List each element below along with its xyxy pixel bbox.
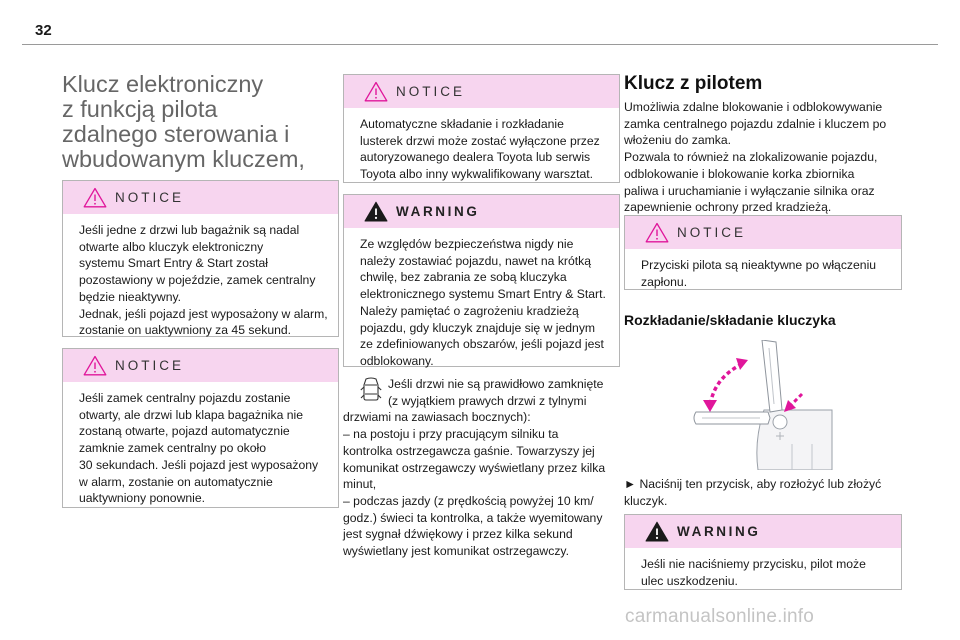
text-line: kontrolka ostrzegawcza gaśnie. Towarzyszy jej <box>343 443 595 458</box>
text-line: minut, <box>343 477 377 492</box>
text-line: komunikat ostrzegawczy wyświetlany przez kilka <box>343 460 606 475</box>
text-line: – na postoju i przy pracującym silniku ta <box>343 427 559 442</box>
notice-box-mirrors <box>343 74 620 183</box>
door-warning-first-line: Jeśli drzwi nie są prawidłowo zamknięte <box>388 377 604 391</box>
notice-box-remote <box>624 215 902 290</box>
notice-header <box>63 349 338 382</box>
warning-label: WARNING <box>396 204 480 219</box>
notice-label: NOTICE <box>396 84 466 99</box>
warning-triangle-icon <box>645 521 669 542</box>
notice-header <box>625 216 901 249</box>
page-number: 32 <box>35 22 52 39</box>
notice-box-central-lock <box>62 348 339 508</box>
title-line: Klucz elektroniczny <box>62 71 264 97</box>
warning-text: Ze względów bezpieczeństwa nigdy nie należy zostawiać pojazdu, nawet na krótką chwilę, bez zabrania ze sobą kluczyka elektronicznego systemu Smart Entry & Start. Należy pamiętać o zagrożeniu kradzieżą pojazdu, gdy kluczyk znajduje się w jednym ze zdefiniowanych obszarów, jeśli pojazd jest odblokowany. <box>360 237 606 368</box>
caution-triangle-icon <box>83 187 107 208</box>
instruction-step: ► Naciśnij ten przycisk, aby rozłożyć lub złożyć kluczyk. <box>624 477 882 508</box>
door-warning-second-line: (z wyjątkiem prawych drzwi z tylnymi <box>388 393 587 408</box>
door-open-car-icon <box>360 376 382 402</box>
notice-text: Jeśli jedne z drzwi lub bagażnik są nadal otwarte albo kluczyk elektroniczny systemu Smart Entry & Start został pozostawiony w pojeździe, zamek centralny będzie nieaktywny. Jednak, jeśli pojazd jest wyposażony w alarm, zostanie on uaktywniony za 45 sekund. <box>79 223 328 338</box>
text-line: wyświetlany jest komunikat ostrzegawczy. <box>343 544 569 559</box>
warning-label: WARNING <box>677 524 761 539</box>
notice-box-doors-open <box>62 180 339 337</box>
intro-text: Umożliwia zdalne blokowanie i odblokowywanie zamka centralnego pojazdu zdalnie i kluczem po włożeniu do zamka. Pozwala to również na zlokalizowanie pojazdu, odblokowanie i blokowanie korka zbiornika paliwa i uruchamianie i wyłączanie silnika oraz zapewnienie ochrony przed kradzieżą. <box>624 100 887 215</box>
chapter-title <box>62 72 342 172</box>
key-folding-illustration <box>692 340 842 470</box>
caution-triangle-icon <box>364 81 388 102</box>
warning-header <box>344 195 619 228</box>
notice-label: NOTICE <box>115 358 185 373</box>
section-title: Klucz z pilotem <box>624 73 763 94</box>
subsection-title: Rozkładanie/składanie kluczyka <box>624 312 836 328</box>
warning-box-smart-entry <box>343 194 620 367</box>
caution-triangle-icon <box>645 222 669 243</box>
caution-triangle-icon <box>83 355 107 376</box>
text-line: – podczas jazdy (z prędkością powyżej 10 km/ <box>343 493 594 508</box>
title-line: z funkcją pilota <box>62 96 218 122</box>
notice-header <box>63 181 338 214</box>
text-line: drzwiami na zawiasach bocznych): <box>343 410 531 425</box>
notice-text: Automatyczne składanie i rozkładanie lusterek drzwi może zostać wyłączone przez autoryzowanego dealera Toyota lub serwis Toyota albo inny wykwalifikowany warsztat. <box>360 117 600 182</box>
text-line: godz.) świeci ta kontrolka, a także wyemitowany <box>343 510 603 525</box>
header-divider <box>22 44 938 45</box>
notice-text: Jeśli zamek centralny pojazdu zostanie otwarty, ale drzwi lub klapa bagażnika nie zostaną otwarte, pojazd automatycznie zamknie zamek centralny po około 30 sekundach. Jeśli pojazd jest wyposażony w alarm, zostanie on automatycznie uaktywniony ponownie. <box>79 391 319 506</box>
warning-header <box>625 515 901 548</box>
warning-text: Jeśli nie naciśniemy przycisku, pilot może ulec uszkodzeniu. <box>641 557 866 588</box>
warning-triangle-icon <box>364 201 388 222</box>
warning-box-button <box>624 514 902 590</box>
notice-text: Przyciski pilota są nieaktywne po włączeniu zapłonu. <box>641 258 877 289</box>
title-line: zdalnego sterowania i <box>62 121 290 147</box>
title-line: wbudowanym kluczem, <box>62 146 305 172</box>
notice-label: NOTICE <box>115 190 185 205</box>
door-warning-text <box>343 409 623 559</box>
notice-header <box>344 75 619 108</box>
watermark: carmanualsonline.info <box>625 606 815 627</box>
notice-label: NOTICE <box>677 225 747 240</box>
text-line: jest sygnał dźwiękowy i przez kilka sekund <box>343 527 573 542</box>
